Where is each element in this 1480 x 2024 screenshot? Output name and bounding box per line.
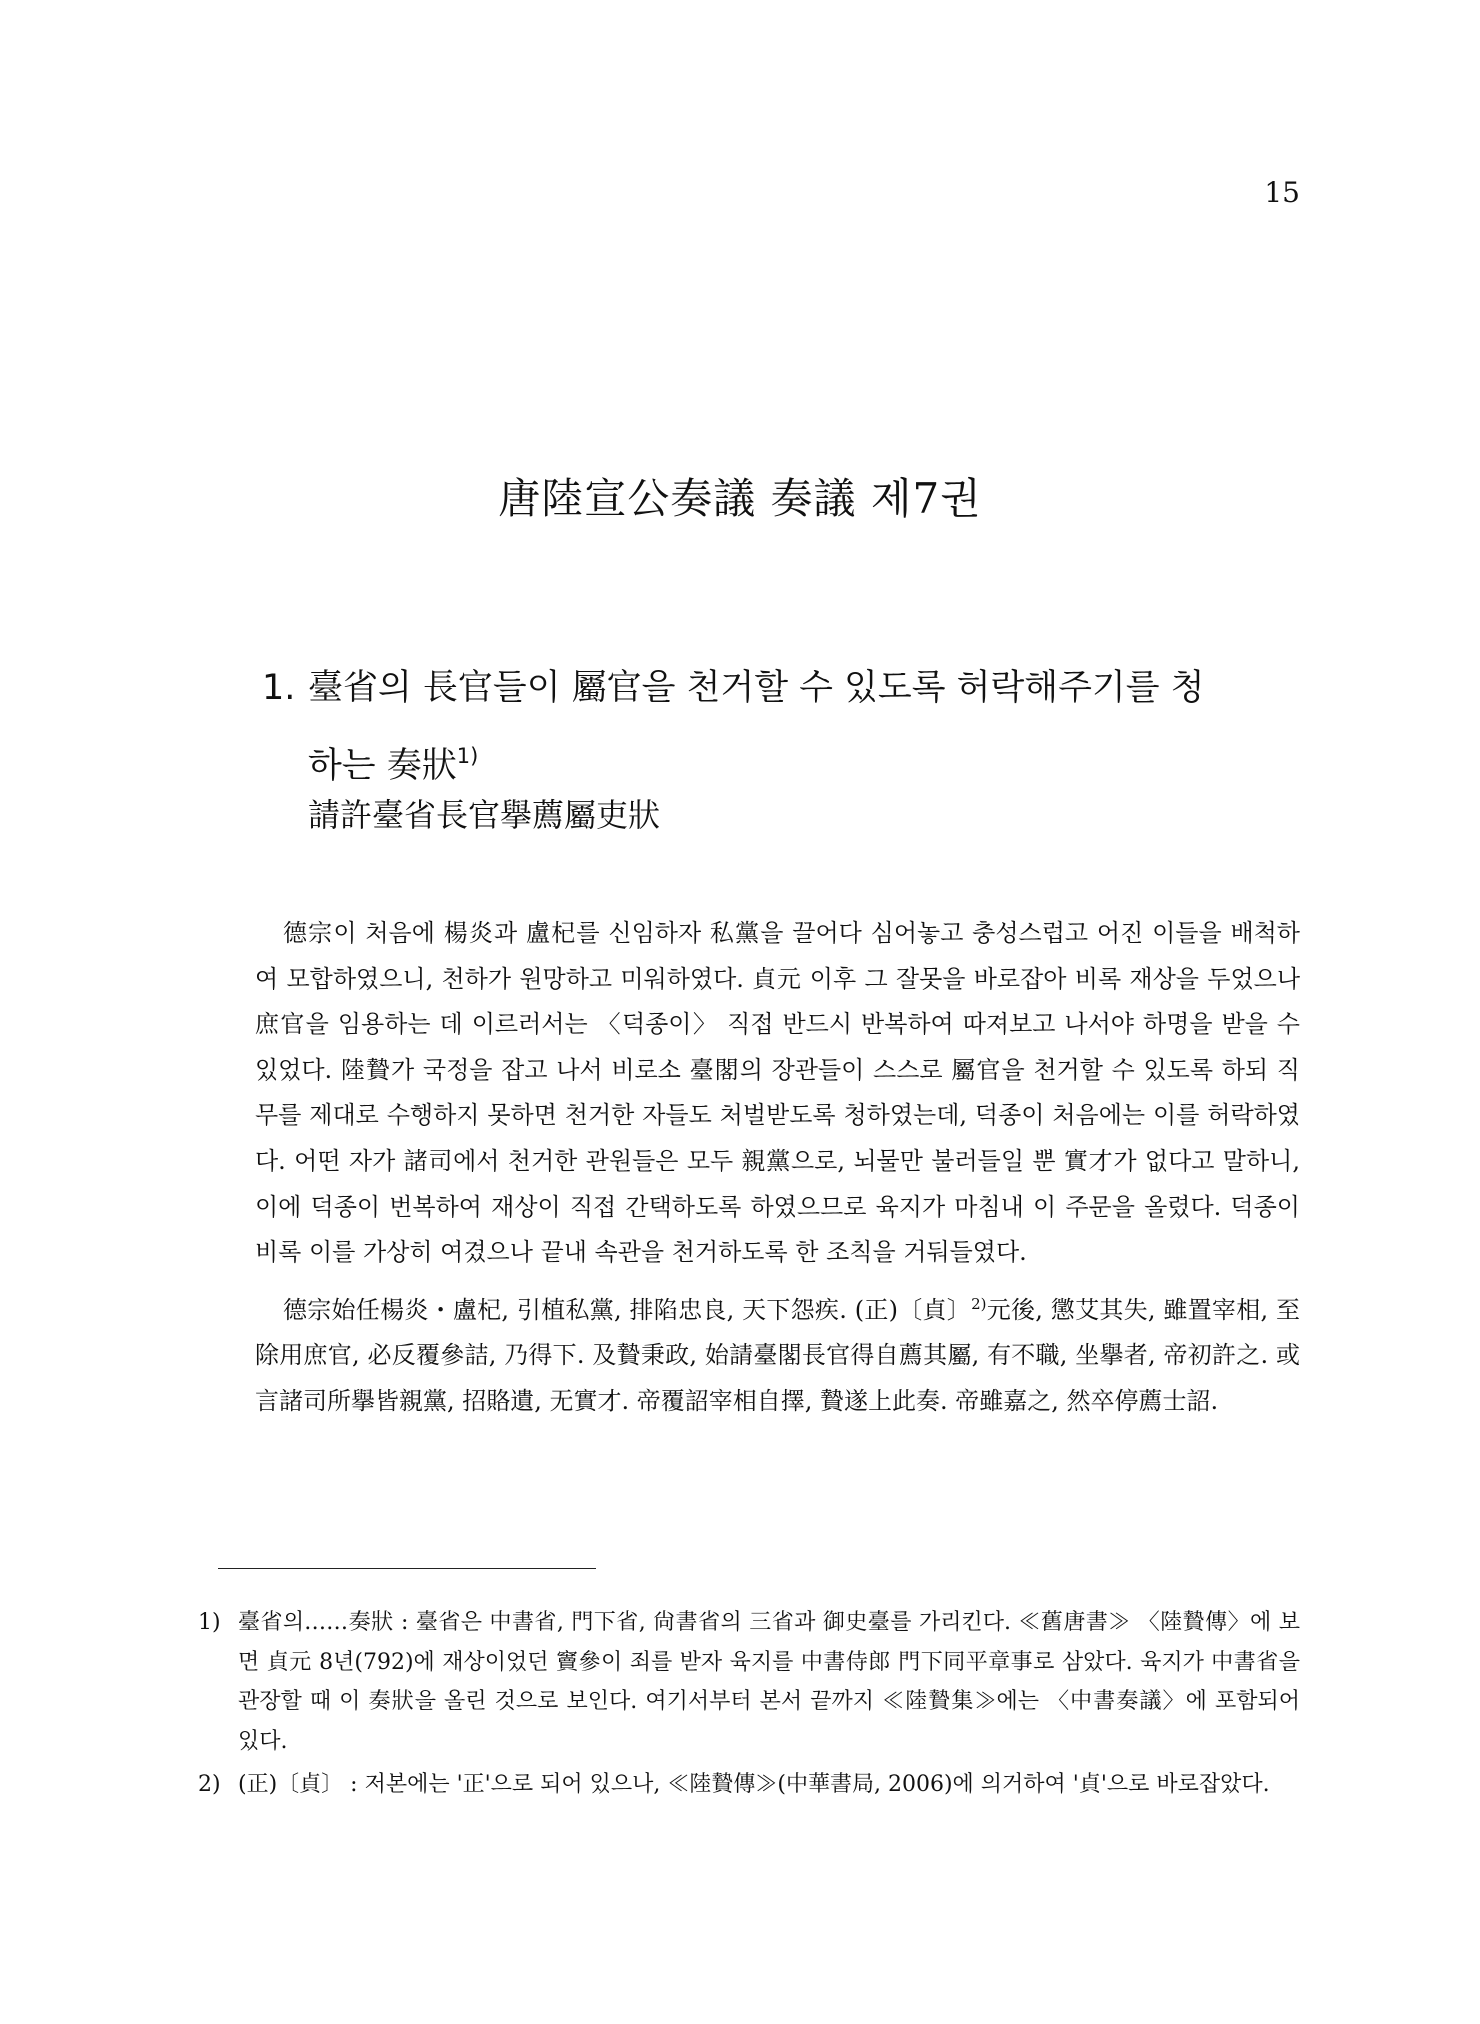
- paragraph-korean: 德宗이 처음에 楊炎과 盧杞를 신임하자 私黨을 끌어다 심어놓고 충성스럽고 어진 이들을 배척하여 모합하였으니, 천하가 원망하고 미워하였다. 貞元 이후 그 잘못을 바로잡아 비록 재상을 두었으나 庶官을 임용하는 데 이르러서는 〈덕종이〉 직접 반드시 반복하여 따져보고 나서야 하명을 받을 수 있었다. 陸贄가 국정을 잡고 나서 비로소 臺閣의 장관들이 스스로 屬官을 천거할 수 있도록 하되 직무를 제대로 수행하지 못하면 천거한 자들도 처벌받도록 청하였는데, 덕종이 처음에는 이를 허락하였다. 어떤 자가 諸司에서 천거한 관원들은 모두 親黨으로, 뇌물만 불러들일 뿐 實才가 없다고 말하니, 이에 덕종이 번복하여 재상이 직접 간택하도록 하였으므로 육지가 마침내 이 주문을 올렸다. 덕종이 비록 이를 가상히 여겼으나 끝내 속관을 천거하도록 한 조칙을 거둬들였다.: [255, 919, 1300, 1267]
- footnote-divider: [218, 1568, 596, 1569]
- section-title-text-2: 하는 奏狀: [308, 746, 457, 786]
- footnote-ref-2: 2): [971, 1294, 987, 1313]
- footnote-marker: 2): [198, 1772, 221, 1797]
- page-number: 15: [1264, 176, 1300, 209]
- chapter-title: 唐陸宣公奏議 奏議 제7권: [498, 474, 982, 523]
- footnote-text: (正)〔貞〕 : 저본에는 '正'으로 되어 있으나, ≪陸贄傳≫(中華書局, 2006)에 의거하여 '貞'으로 바로잡았다.: [238, 1772, 1270, 1797]
- paragraph-chinese-part2: 元後, 懲艾其失, 雖置宰相, 至除用庶官, 必反覆參詰, 乃得下. 及贄秉政, 始請臺閣長官得自薦其屬, 有不職, 坐擧者, 帝初許之. 或言諸司所擧皆親黨, 招賂遺, 无實才. 帝覆詔宰相自擇, 贄遂上此奏. 帝雖嘉之, 然卒停薦士詔.: [255, 1295, 1300, 1415]
- body-text: [255, 911, 1300, 1425]
- footnote-2: [198, 1765, 1300, 1805]
- section-title-line1: [262, 654, 1302, 722]
- footnote-ref-1: 1): [456, 744, 479, 768]
- section-title-text-1: 臺省의 長官들이 屬官을 천거할 수 있도록 허락해주기를 청: [308, 668, 1205, 708]
- paragraph-chinese-part1: 德宗始任楊炎・盧杞, 引植私黨, 排陷忠良, 天下怨疾. (正)〔貞〕: [283, 1295, 972, 1324]
- footnote-1: [198, 1603, 1300, 1761]
- section-number: 1.: [262, 668, 296, 708]
- paragraph-classical-chinese: [255, 1282, 1300, 1425]
- section-subtitle: 請許臺省長官擧薦屬吏狀: [308, 796, 661, 834]
- footnote-marker: 1): [198, 1610, 221, 1635]
- footnote-text: 臺省의……奏狀 : 臺省은 中書省, 門下省, 尙書省의 三省과 御史臺를 가리킨다. ≪舊唐書≫ 〈陸贄傳〉에 보면 貞元 8년(792)에 재상이었던 竇參이 죄를 받자 육지를 中書侍郎 門下同平章事로 삼았다. 육지가 中書省을 관장할 때 이 奏狀을 올린 것으로 보인다. 여기서부터 본서 끝까지 ≪陸贄集≫에는 〈中書奏議〉에 포함되어 있다.: [238, 1610, 1300, 1754]
- footnotes: [198, 1603, 1300, 1809]
- section-title-line2: [262, 722, 1302, 800]
- section-heading: [262, 654, 1302, 800]
